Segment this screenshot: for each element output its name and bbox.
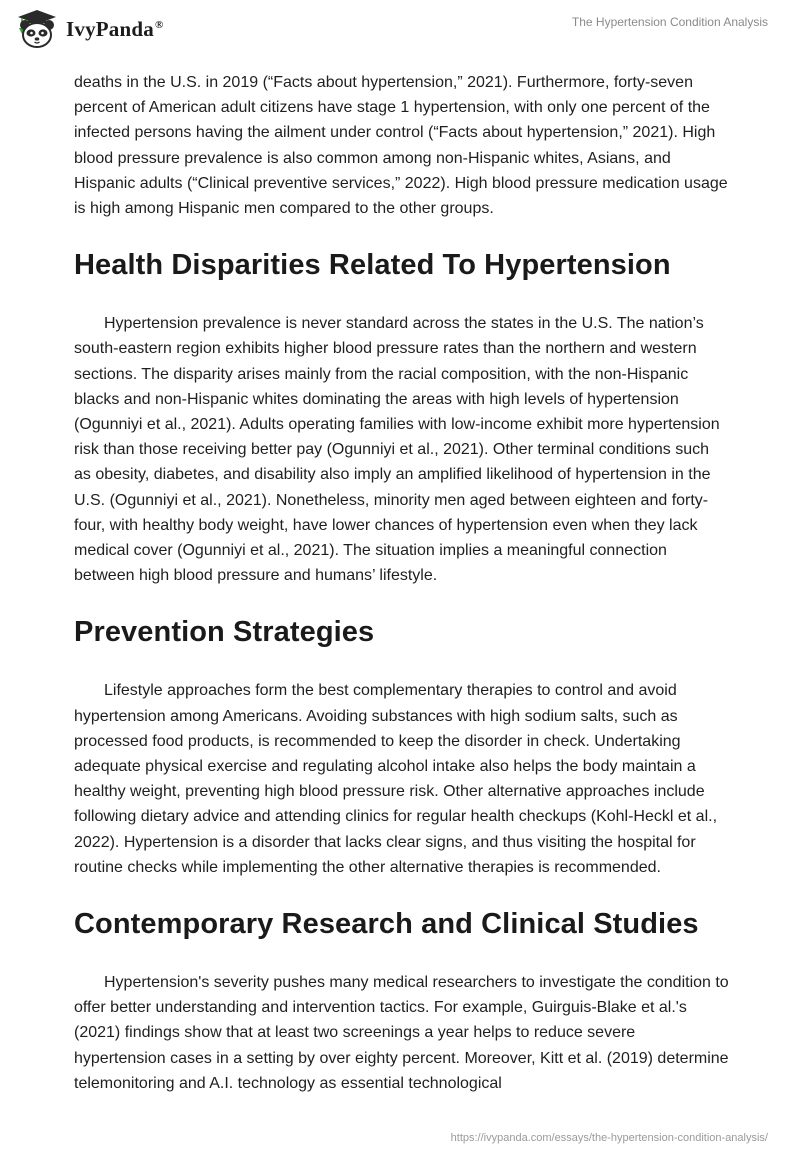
essay-content xyxy=(74,70,730,1096)
page-header xyxy=(0,0,800,64)
section-heading-research: Contemporary Research and Clinical Studies xyxy=(74,908,699,941)
section-heading-health-disparities: Health Disparities Related To Hypertension xyxy=(74,249,671,282)
logo-wordmark: IvyPanda® xyxy=(66,16,164,41)
panda-logo-icon xyxy=(14,8,60,50)
paragraph-research: Hypertension's severity pushes many medical researchers to investigate the condition to offer better understanding and intervention tactics. For example, Guirguis-Blake et al.'s (2021) findings show that at least two screenings a year helps to reduce severe hypertension cases in a setting by over eighty percent. Moreover, Kitt et al. (2019) determine telemonitoring and A.I. technology as essential technological xyxy=(74,974,729,1092)
intro-paragraph: deaths in the U.S. in 2019 (“Facts about hypertension,” 2021). Furthermore, forty-seven percent of American adult citizens have stage 1 hypertension, with only one percent of the infected persons having the ailment under control (“Facts about hypertension,” 2021). High blood pressure prevalence is also common among non-Hispanic whites, Asians, and Hispanic adults (“Clinical preventive services,” 2022). High blood pressure medication usage is high among Hispanic men compared to the other groups. xyxy=(74,74,728,218)
section-heading-prevention: Prevention Strategies xyxy=(74,616,375,649)
document-title: The Hypertension Condition Analysis xyxy=(571,15,768,29)
paragraph-health-disparities: Hypertension prevalence is never standard across the states in the U.S. The nation’s south-eastern region exhibits higher blood pressure rates than the northern and western sections. The disparity arises mainly from the racial composition, with the non-Hispanic blacks and non-Hispanic whites dominating the areas with high levels of hypertension (Ogunniyi et al., 2021). Adults operating families with low-income exhibit more hypertension risk than those receiving better pay (Ogunniyi et al., 2021). Other terminal conditions such as obesity, diabetes, and disability also imply an amplified likelihood of hypertension in the U.S. (Ogunniyi et al., 2021). Nonetheless, minority men aged between eighteen and forty-four, with healthy body weight, have lower chances of hypertension even when they lack medical cover (Ogunniyi et al., 2021). The situation implies a meaningful connection between high blood pressure and humans’ lifestyle. xyxy=(74,315,720,585)
ivypanda-logo[interactable] xyxy=(14,8,163,50)
source-url[interactable]: https://ivypanda.com/essays/the-hypertension-condition-analysis/ xyxy=(450,1132,768,1144)
paragraph-prevention: Lifestyle approaches form the best complementary therapies to control and avoid hypertension among Americans. Avoiding substances with high sodium salts, such as processed food products, is recommended to keep the disorder in check. Undertaking adequate physical exercise and regulating alcohol intake also helps the body maintain a healthy weight, preventing high blood pressure risk. Other alternative approaches include following dietary advice and attending clinics for regular health checkups (Kohl-Heckl et al., 2022). Hypertension is a disorder that lacks clear signs, and thus visiting the hospital for routine checks while implementing the other alternative therapies is recommended. xyxy=(74,682,718,876)
